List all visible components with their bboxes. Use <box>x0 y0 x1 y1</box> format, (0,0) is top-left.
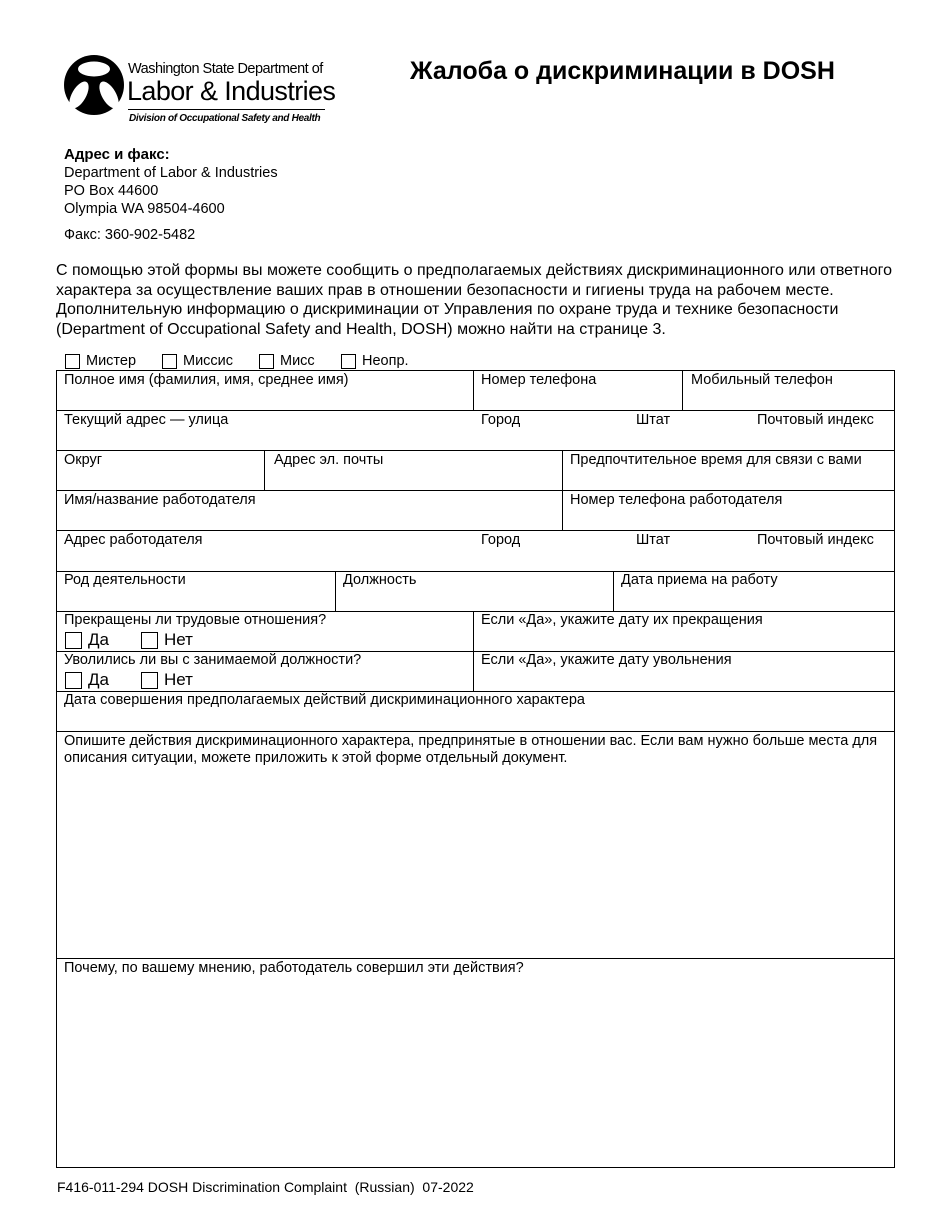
phone-field[interactable]: Номер телефона <box>481 372 597 388</box>
city-field[interactable]: Город <box>481 412 521 428</box>
discrimination-date-field[interactable]: Дата совершения предполагаемых действий дискриминационного характера <box>64 692 585 708</box>
employer-name-field[interactable]: Имя/название работодателя <box>64 492 256 508</box>
row-divider <box>56 958 895 959</box>
checkbox-quit-no[interactable] <box>141 672 158 689</box>
col-divider <box>613 571 614 611</box>
triquetra-logo-icon <box>62 54 126 116</box>
terminated-yes-label: Да <box>88 630 109 649</box>
description-field[interactable]: Опишите действия дискриминационного характера, предпринятые в отношении вас. Если вам нужно больше места для описания ситуации, можете приложить к этой форме отдельный документ. <box>64 733 878 766</box>
county-field[interactable]: Округ <box>64 452 103 468</box>
col-divider <box>473 370 474 410</box>
terminated-question: Прекращены ли трудовые отношения? <box>64 612 327 628</box>
full-name-field[interactable]: Полное имя (фамилия, имя, среднее имя) <box>64 372 349 388</box>
quit-no-label: Нет <box>164 670 193 689</box>
salutation-unspecified[interactable] <box>341 352 409 370</box>
zip-field[interactable]: Почтовый индекс <box>757 412 874 428</box>
employer-city-field[interactable]: Город <box>481 532 521 548</box>
col-divider <box>562 450 563 530</box>
salutation-mr[interactable] <box>65 352 136 370</box>
terminated-yes[interactable] <box>65 630 109 650</box>
row-divider <box>56 410 895 411</box>
employer-zip-field[interactable]: Почтовый индекс <box>757 532 874 548</box>
address-heading: Адрес и факс: <box>64 146 170 163</box>
logo-department-text: Washington State Department of <box>128 61 323 77</box>
job-title-field[interactable]: Должность <box>343 572 417 588</box>
form-number-footer: F416-011-294 DOSH Discrimination Complaint (Russian) 07-2022 <box>57 1179 474 1195</box>
termination-date-field[interactable]: Если «Да», укажите дату их прекращения <box>481 612 763 628</box>
row-divider <box>56 450 895 451</box>
salutation-unspecified-label: Неопр. <box>362 353 409 369</box>
salutation-miss[interactable] <box>259 352 315 370</box>
checkbox-terminated-no[interactable] <box>141 632 158 649</box>
quit-question: Уволились ли вы с занимаемой должности? <box>64 652 362 668</box>
street-address-field[interactable]: Текущий адрес — улица <box>64 412 229 428</box>
salutation-mrs-label: Миссис <box>183 353 234 369</box>
col-divider <box>335 571 336 611</box>
salutation-miss-label: Мисс <box>280 353 315 369</box>
address-line-1: Department of Labor & Industries <box>64 165 278 181</box>
quit-date-field[interactable]: Если «Да», укажите дату увольнения <box>481 652 732 668</box>
page-title: Жалоба о дискриминации в DOSH <box>410 57 835 85</box>
business-type-field[interactable]: Род деятельности <box>64 572 186 588</box>
employer-address-field[interactable]: Адрес работодателя <box>64 532 203 548</box>
row-divider <box>56 530 895 531</box>
intro-paragraph: С помощью этой формы вы можете сообщить о предполагаемых действиях дискриминационного или ответного характера за осуществление ваших прав в отношении безопасности и гигиены труда на рабочем месте. Дополнительную информацию о дискриминации от Управления по охране труда и технике безопасности (Department of Occupational Safety and Health, DOSH) можно найти на странице 3. <box>56 262 892 338</box>
address-line-3: Olympia WA 98504-4600 <box>64 201 225 217</box>
contact-time-field[interactable]: Предпочтительное время для связи с вами <box>570 452 862 468</box>
logo-division-text: Division of Occupational Safety and Health <box>129 113 321 124</box>
logo-divider <box>128 109 325 110</box>
hire-date-field[interactable]: Дата приема на работу <box>621 572 778 588</box>
quit-yes-label: Да <box>88 670 109 689</box>
reason-field[interactable]: Почему, по вашему мнению, работодатель совершил эти действия? <box>64 960 524 976</box>
logo-agency-name: Labor & Industries <box>127 76 336 106</box>
quit-no[interactable] <box>141 670 193 690</box>
col-divider <box>264 450 265 490</box>
address-line-2: PO Box 44600 <box>64 183 159 199</box>
checkbox-miss[interactable] <box>259 354 274 369</box>
row-divider <box>56 731 895 732</box>
terminated-no[interactable] <box>141 630 193 650</box>
terminated-no-label: Нет <box>164 630 193 649</box>
fax-number: Факс: 360-902-5482 <box>64 227 196 243</box>
mobile-field[interactable]: Мобильный телефон <box>691 372 833 388</box>
employer-state-field[interactable]: Штат <box>636 532 671 548</box>
col-divider <box>682 370 683 410</box>
email-field[interactable]: Адрес эл. почты <box>274 452 384 468</box>
employer-phone-field[interactable]: Номер телефона работодателя <box>570 492 783 508</box>
checkbox-terminated-yes[interactable] <box>65 632 82 649</box>
checkbox-unspecified[interactable] <box>341 354 356 369</box>
quit-yes[interactable] <box>65 670 109 690</box>
col-divider <box>473 611 474 691</box>
state-field[interactable]: Штат <box>636 412 671 428</box>
complaint-form <box>56 370 895 1168</box>
salutation-mr-label: Мистер <box>86 353 137 369</box>
checkbox-mrs[interactable] <box>162 354 177 369</box>
row-divider <box>56 490 895 491</box>
checkbox-mr[interactable] <box>65 354 80 369</box>
checkbox-quit-yes[interactable] <box>65 672 82 689</box>
salutation-mrs[interactable] <box>162 352 233 370</box>
